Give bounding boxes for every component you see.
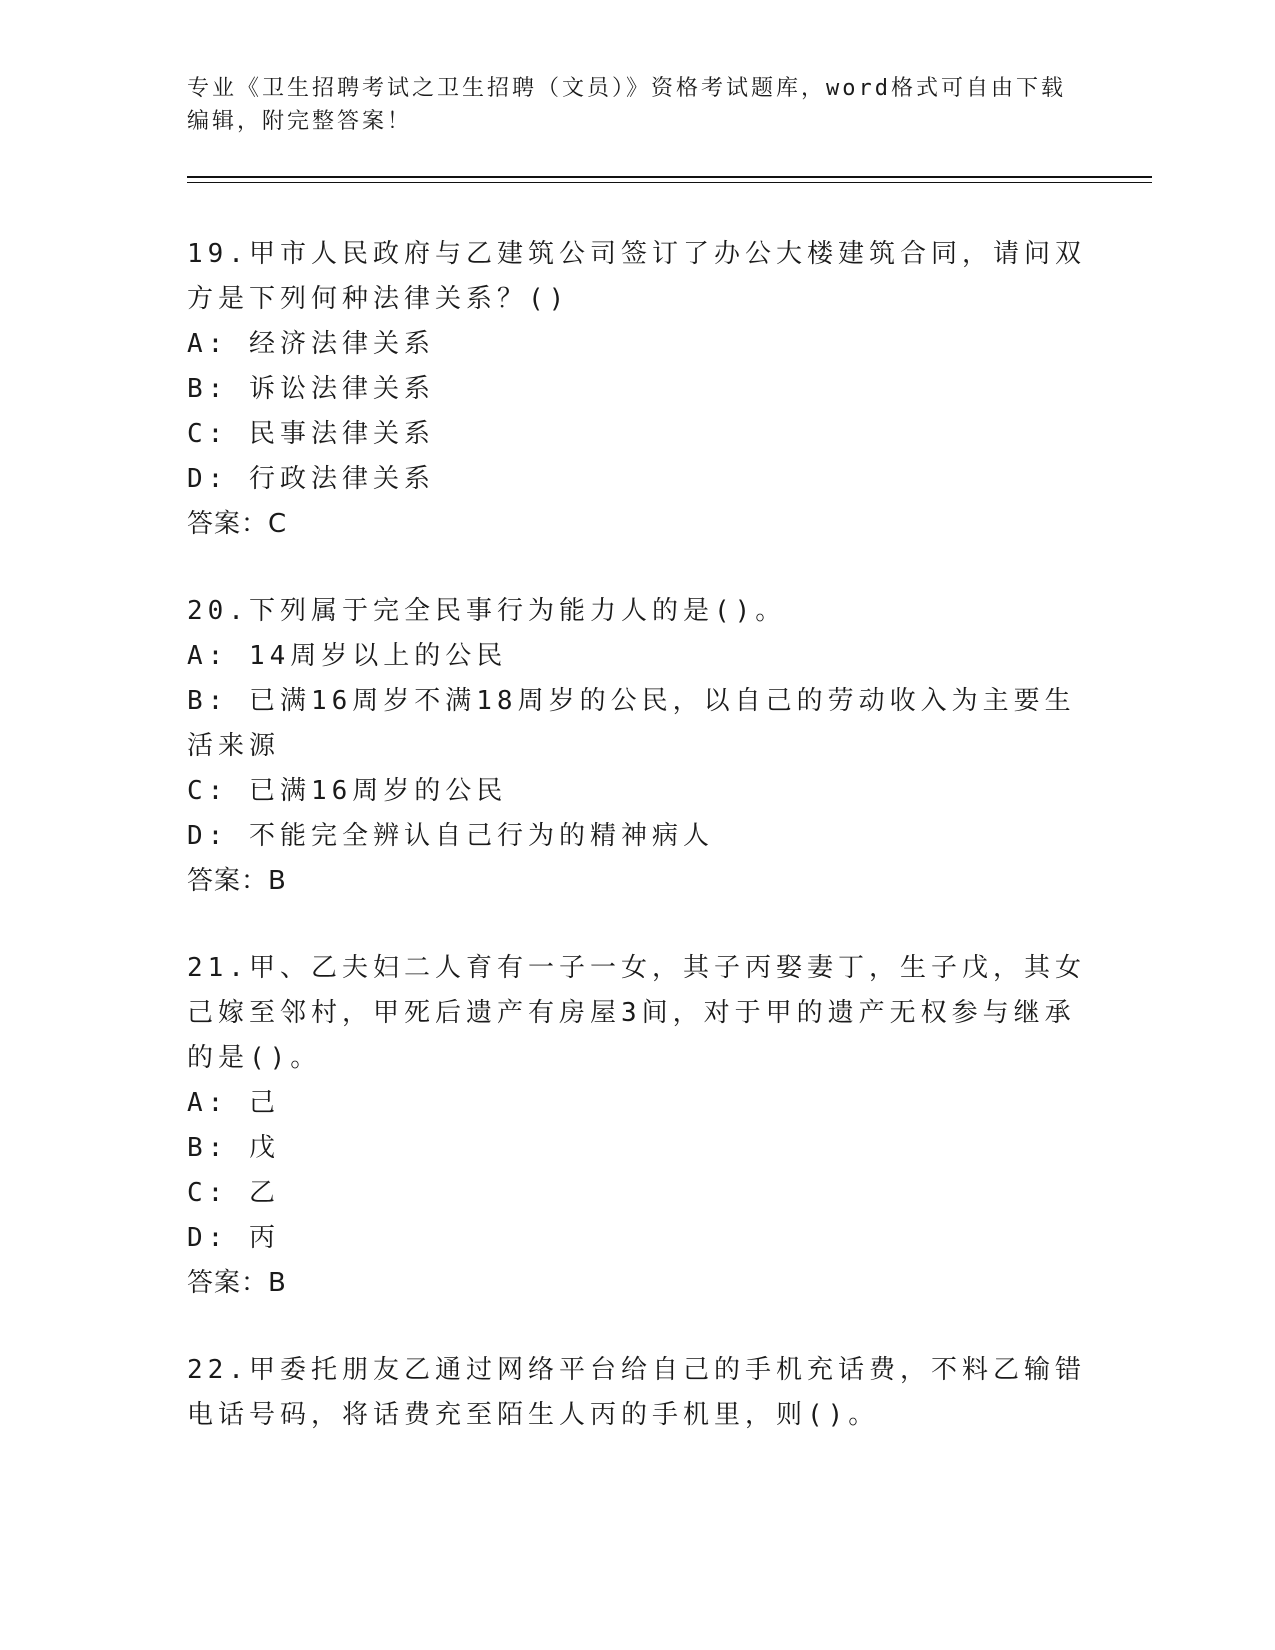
option-c: C: 已满16周岁的公民	[187, 776, 508, 806]
answer-label: 答案：B	[187, 866, 287, 896]
option-d: D: 不能完全辨认自己行为的精神病人	[187, 821, 714, 851]
option-c: C: 乙	[187, 1178, 280, 1208]
header-rule-thin	[187, 182, 1152, 183]
question-text: 20.下列属于完全民事行为能力人的是()。	[187, 596, 787, 626]
question-text: 22.甲委托朋友乙通过网络平台给自己的手机充话费，不料乙输错电话号码，将话费充至陌生人丙的手机里，则()。	[187, 1355, 1086, 1430]
option-b: B: 已满16周岁不满18周岁的公民，以自己的劳动收入为主要生活来源	[187, 686, 1076, 761]
option-a: A: 经济法律关系	[187, 329, 435, 359]
question-text: 21.甲、乙夫妇二人育有一子一女，其子丙娶妻丁，生子戊，其女己嫁至邻村，甲死后遗产有房屋3间，对于甲的遗产无权参与继承的是()。	[187, 953, 1086, 1073]
answer-label: 答案：B	[187, 1268, 287, 1298]
question-21	[187, 946, 1087, 1306]
option-a: A: 己	[187, 1088, 280, 1118]
question-22	[187, 1348, 1087, 1438]
document-header: 专业《卫生招聘考试之卫生招聘（文员）》资格考试题库，word格式可自由下载编辑，附完整答案！	[187, 76, 1066, 134]
option-a: A: 14周岁以上的公民	[187, 641, 508, 671]
option-b: B: 诉讼法律关系	[187, 374, 435, 404]
answer-label: 答案：C	[187, 509, 288, 539]
question-19	[187, 232, 1087, 547]
option-d: D: 丙	[187, 1223, 280, 1253]
option-d: D: 行政法律关系	[187, 464, 435, 494]
question-text: 19.甲市人民政府与乙建筑公司签订了办公大楼建筑合同，请问双方是下列何种法律关系？()	[187, 239, 1086, 314]
header-rule-thick	[187, 176, 1152, 178]
question-20	[187, 589, 1087, 904]
option-b: B: 戊	[187, 1133, 280, 1163]
question-list	[187, 232, 1087, 1480]
option-c: C: 民事法律关系	[187, 419, 435, 449]
